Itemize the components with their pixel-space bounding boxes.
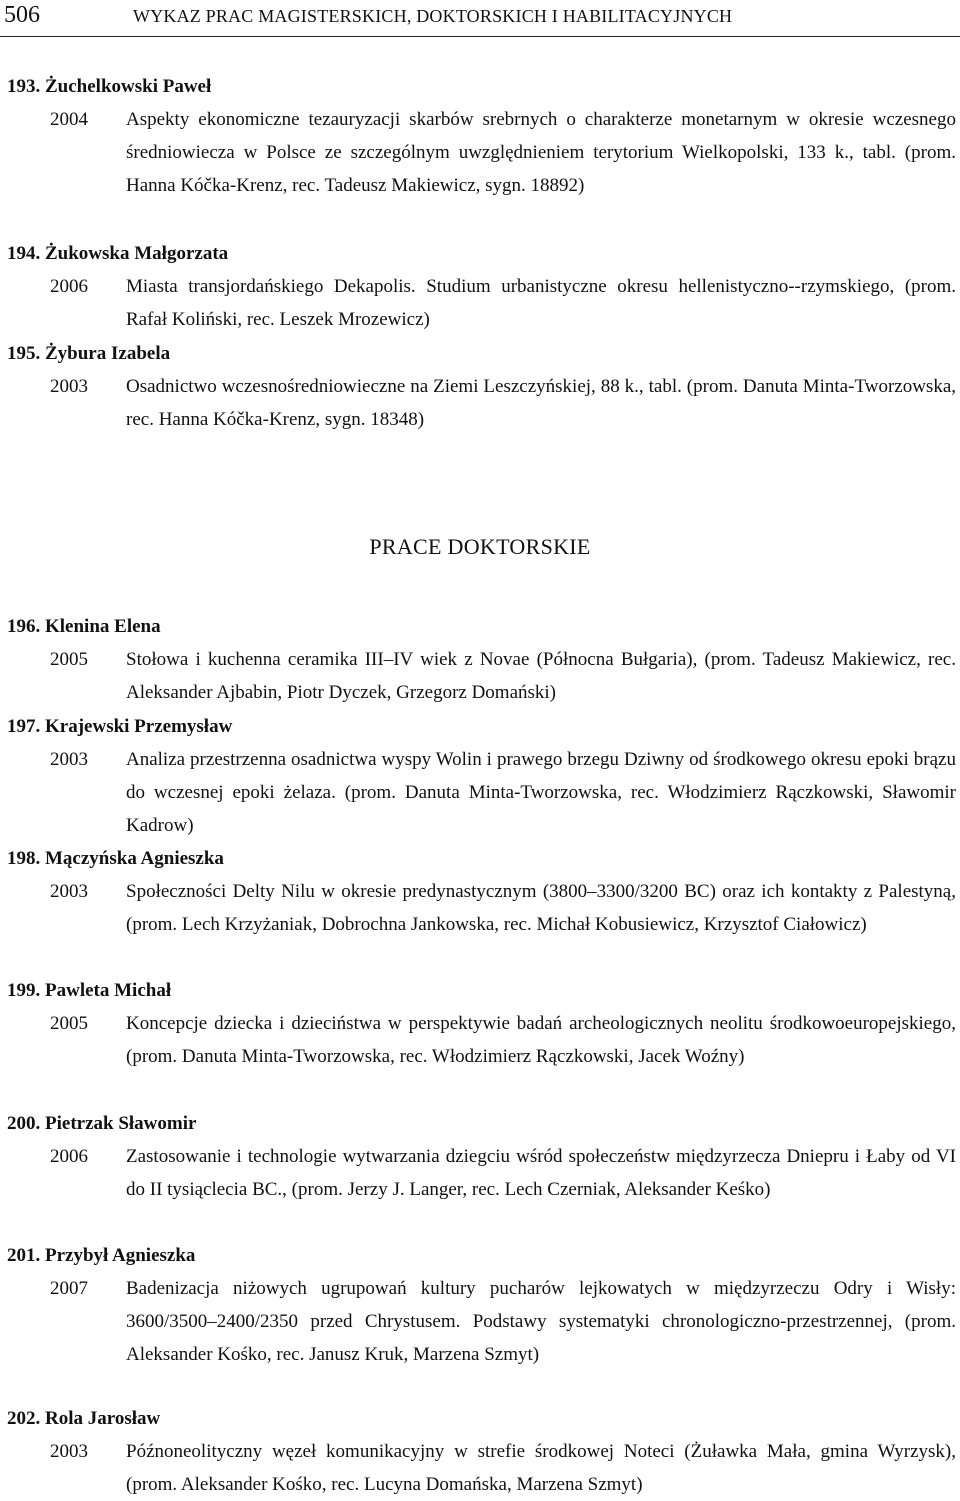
entry-description: Późnoneolityczny węzeł komunikacyjny w strefie środkowej Noteci (Żuławka Mała, gmina Wyrzysk), (prom. Aleksander Kośko, rec. Lucyna Domańska, Marzena Szmyt): [126, 1441, 956, 1495]
entry-author: Przybył Agnieszka: [45, 1245, 196, 1266]
entry-author: Żukowska Małgorzata: [45, 243, 229, 264]
entry-description: Badenizacja niżowych ugrupowań kultury pucharów lejkowatych w międzyrzeczu Odry i Wisły: 3600/3500–2400/2350 przed Chrystusem. Podstawy systematyki chronologiczno-przestrzennej, (prom. Aleksander Kośko, rec. Janusz Kruk, Marzena Szmyt): [126, 1278, 956, 1365]
entry-number: 196.: [7, 616, 41, 637]
entry-year: 2006: [50, 276, 88, 297]
page-number: 506: [4, 2, 40, 28]
entry-heading: [7, 616, 161, 638]
entry-description: Osadnictwo wczesnośredniowieczne na Ziemi Leszczyńskiej, 88 k., tabl. (prom. Danuta Minta-Tworzowska, rec. Hanna Kóčka-Krenz, sygn. 18348): [126, 376, 956, 430]
entry-description: Aspekty ekonomiczne tezauryzacji skarbów srebrnych o charakterze monetarnym w okresie wczesnego średniowiecza w Polsce ze szczególnym uwzględnieniem terytorium Wielkopolski, 133 k., tabl. (prom. Hanna Kóčka-Krenz, rec. Tadeusz Makiewicz, sygn. 18892): [126, 109, 956, 196]
entry-number: 195.: [7, 343, 41, 364]
entry-heading: [7, 848, 224, 870]
entry-author: Klenina Elena: [45, 616, 161, 637]
entry-year: 2004: [50, 109, 88, 130]
entry-description: Analiza przestrzenna osadnictwa wyspy Wolin i prawego brzegu Dziwny od środkowego okresu epoki brązu do wczesnej epoki żelaza. (prom. Danuta Minta-Tworzowska, rec. Włodzimierz Rączkowski, Sławomir Kadrow): [126, 749, 956, 836]
entry-number: 194.: [7, 243, 41, 264]
entry-heading: [7, 1408, 160, 1430]
entry-number: 201.: [7, 1245, 41, 1266]
entry-number: 199.: [7, 980, 41, 1001]
entry-number: 200.: [7, 1113, 41, 1134]
entry-heading: [7, 1113, 196, 1135]
entry-author: Rola Jarosław: [45, 1408, 161, 1429]
entry-description: Zastosowanie i technologie wytwarzania dziegciu wśród społeczeństw międzyrzecza Dniepru i Łaby od VI do II tysiąclecia BC., (prom. Jerzy J. Langer, rec. Lech Czerniak, Aleksander Keśko): [126, 1146, 956, 1200]
entry-number: 193.: [7, 76, 41, 97]
entry-year: 2003: [50, 376, 88, 397]
entry-number: 197.: [7, 716, 41, 737]
entry-author: Krajewski Przemysław: [45, 716, 233, 737]
entry-year: 2005: [50, 1013, 88, 1034]
entry-heading: [7, 76, 211, 98]
entry-year: 2005: [50, 649, 88, 670]
entry-year: 2003: [50, 1441, 88, 1462]
page-header: [0, 0, 960, 37]
entry-author: Mączyńska Agnieszka: [45, 848, 224, 869]
entry-year: 2003: [50, 749, 88, 770]
entry-year: 2007: [50, 1278, 88, 1299]
entry-heading: [7, 343, 170, 365]
entry-heading: [7, 243, 228, 265]
running-title: WYKAZ PRAC MAGISTERSKICH, DOKTORSKICH I HABILITACYJNYCH: [133, 6, 733, 26]
entry-description: Społeczności Delty Nilu w okresie predynastycznym (3800–3300/3200 BC) oraz ich kontakty z Palestyną, (prom. Lech Krzyżaniak, Dobrochna Jankowska, rec. Michał Kobusiewicz, Krzysztof Ciałowicz): [126, 881, 956, 935]
entry-heading: [7, 716, 232, 738]
entry-heading: [7, 1245, 195, 1267]
entry-number: 198.: [7, 848, 41, 869]
entry-heading: [7, 980, 171, 1002]
entry-author: Pietrzak Sławomir: [45, 1113, 197, 1134]
entry-author: Żybura Izabela: [45, 343, 171, 364]
entry-description: Miasta transjordańskiego Dekapolis. Studium urbanistyczne okresu hellenistyczno--rzymskiego, (prom. Rafał Koliński, rec. Leszek Mrozewicz): [126, 276, 956, 330]
section-title: PRACE DOKTORSKIE: [369, 534, 591, 559]
entry-description: Koncepcje dziecka i dzieciństwa w perspektywie badań archeologicznych neolitu środkowoeuropejskiego, (prom. Danuta Minta-Tworzowska, rec. Włodzimierz Rączkowski, Jacek Woźny): [126, 1013, 956, 1067]
entry-number: 202.: [7, 1408, 41, 1429]
entry-year: 2003: [50, 881, 88, 902]
entry-description: Stołowa i kuchenna ceramika III–IV wiek z Novae (Północna Bułgaria), (prom. Tadeusz Makiewicz, rec. Aleksander Ajbabin, Piotr Dyczek, Grzegorz Domański): [126, 649, 956, 703]
entry-author: Żuchelkowski Paweł: [45, 76, 212, 97]
entry-author: Pawleta Michał: [45, 980, 172, 1001]
entry-year: 2006: [50, 1146, 88, 1167]
